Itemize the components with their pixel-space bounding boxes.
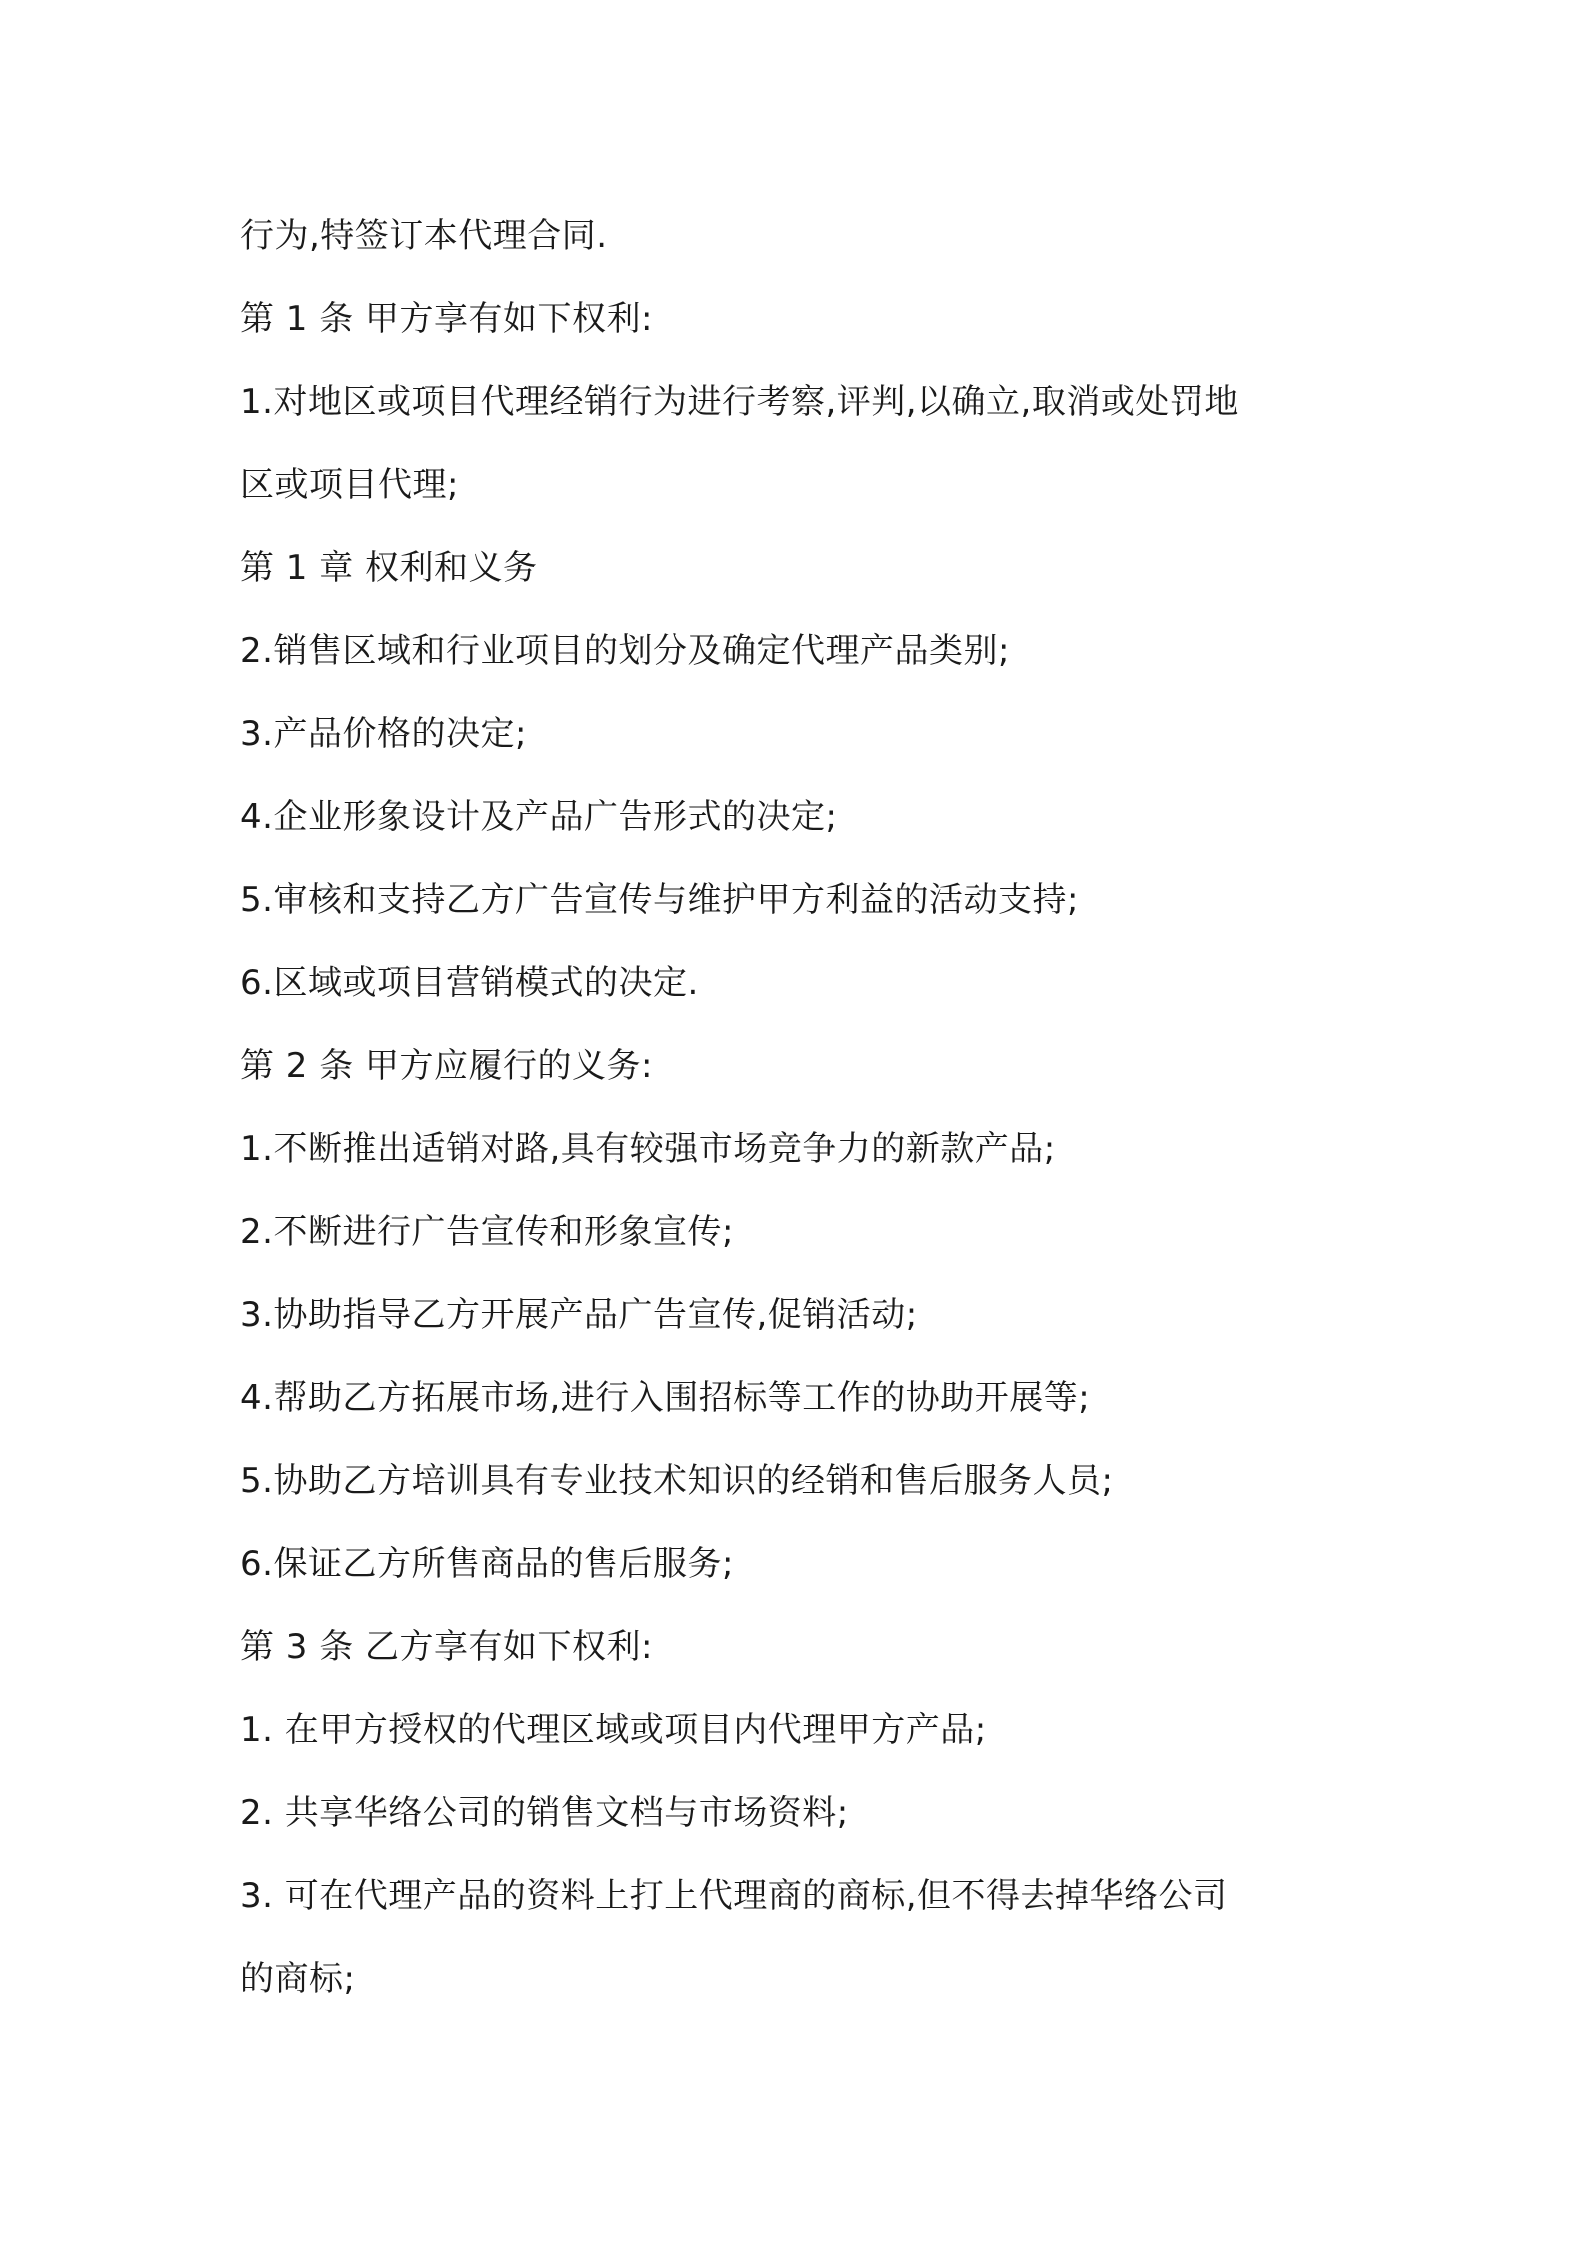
text-line: 3.产品价格的决定;: [240, 714, 527, 754]
text-line: 区或项目代理;: [240, 465, 459, 505]
text-line: 5.协助乙方培训具有专业技术知识的经销和售后服务人员;: [240, 1461, 1114, 1501]
text-line: 1.不断推出适销对路,具有较强市场竞争力的新款产品;: [240, 1129, 1056, 1169]
chapter-heading: 第 1 章 权利和义务: [240, 548, 538, 588]
document-body: [240, 195, 1370, 2021]
text-line: 3. 可在代理产品的资料上打上代理商的商标,但不得去掉华络公司: [240, 1876, 1228, 1916]
text-line: 2.销售区域和行业项目的划分及确定代理产品类别;: [240, 631, 1010, 671]
text-line: 1.对地区或项目代理经销行为进行考察,评判,以确立,取消或处罚地: [240, 382, 1239, 422]
text-line: 1. 在甲方授权的代理区域或项目内代理甲方产品;: [240, 1710, 987, 1750]
text-line: 4.帮助乙方拓展市场,进行入围招标等工作的协助开展等;: [240, 1378, 1091, 1418]
text-line: 3.协助指导乙方开展产品广告宣传,促销活动;: [240, 1295, 918, 1335]
article-heading: 第 2 条 甲方应履行的义务:: [240, 1046, 654, 1086]
text-line: 5.审核和支持乙方广告宣传与维护甲方利益的活动支持;: [240, 880, 1079, 920]
text-line: 2. 共享华络公司的销售文档与市场资料;: [240, 1793, 849, 1833]
text-line: 2.不断进行广告宣传和形象宣传;: [240, 1212, 734, 1252]
article-heading: 第 3 条 乙方享有如下权利:: [240, 1627, 654, 1667]
text-line: 6.保证乙方所售商品的售后服务;: [240, 1544, 734, 1584]
text-line: 行为,特签订本代理合同.: [240, 216, 608, 256]
text-line: 的商标;: [240, 1959, 356, 1999]
text-line: 4.企业形象设计及产品广告形式的决定;: [240, 797, 838, 837]
text-line: 6.区域或项目营销模式的决定.: [240, 963, 699, 1003]
article-heading: 第 1 条 甲方享有如下权利:: [240, 299, 654, 339]
